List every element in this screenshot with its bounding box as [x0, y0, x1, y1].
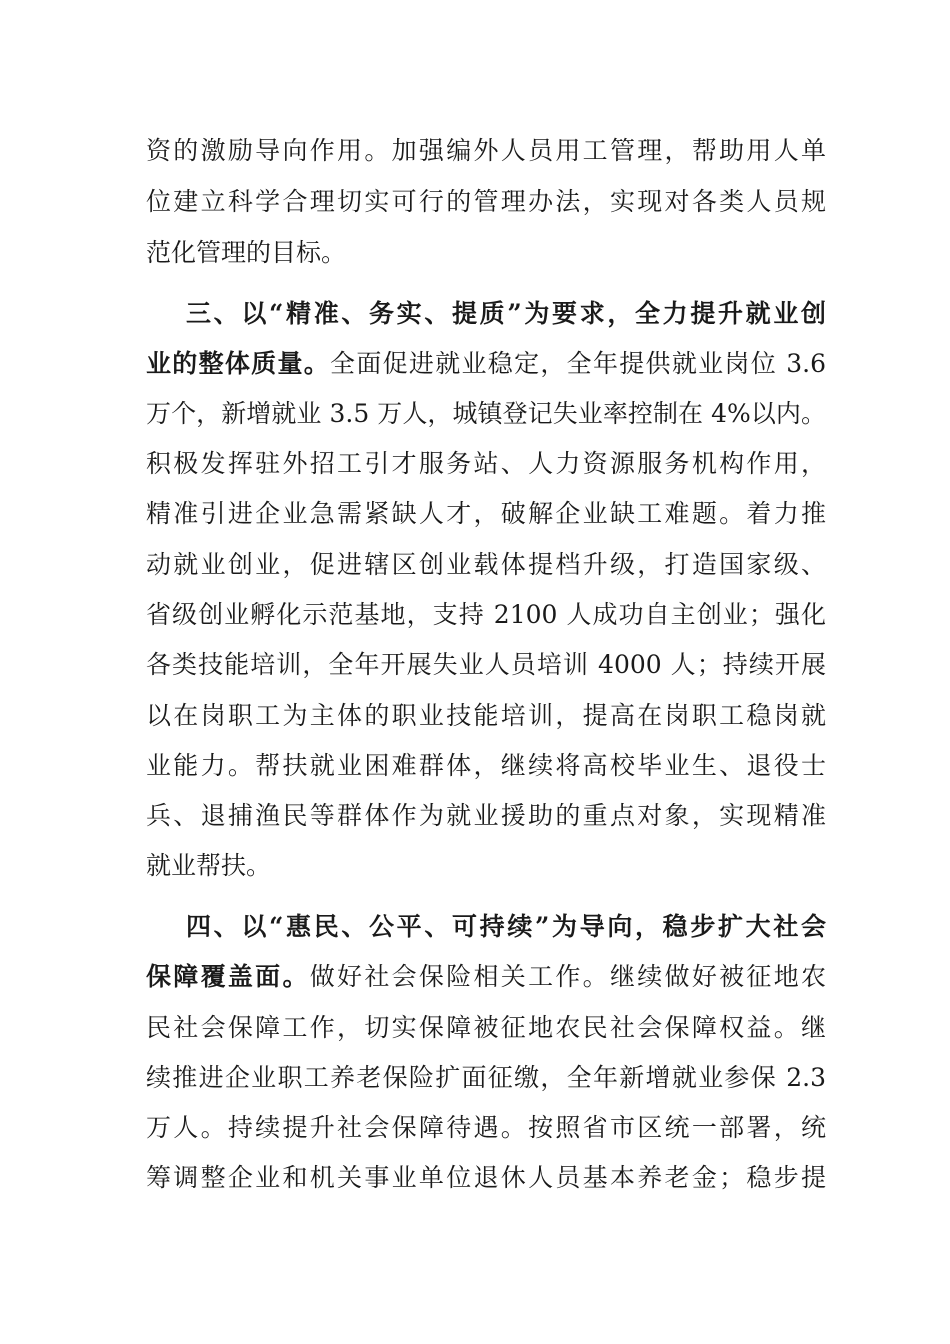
text-line: 万人。持续提升社会保障待遇。按照省市区统一部署，统: [146, 1113, 826, 1142]
text-line: 动就业创业，促进辖区创业载体提档升级，打造国家级、: [146, 550, 826, 579]
text-line: 筹调整企业和机关事业单位退休人员基本养老金；稳步提: [146, 1163, 826, 1192]
text-line: 万个，新增就业 3.5 万人，城镇登记失业率控制在 4%以内。: [146, 399, 826, 428]
text-line: 积极发挥驻外招工引才服务站、人力资源服务机构作用，: [146, 449, 826, 478]
text-line: 就业帮扶。: [146, 851, 272, 880]
text-line: 范化管理的目标。: [146, 238, 347, 267]
heading-text: 四、以“惠民、公平、可持续”为导向，稳步扩大社会: [186, 912, 826, 941]
text-line: 各类技能培训，全年开展失业人员培训 4000 人；持续开展: [146, 650, 826, 679]
text-line: 省级创业孵化示范基地，支持 2100 人成功自主创业；强化: [146, 600, 826, 629]
text-line: [146, 957, 826, 997]
heading-text: 三、以“精准、务实、提质”为要求，全力提升就业创: [186, 299, 826, 328]
body-text: 做好社会保险相关工作。继续做好被征地农: [309, 962, 826, 991]
text-line: 资的激励导向作用。加强编外人员用工管理，帮助用人单: [146, 136, 826, 165]
text-line: [146, 344, 826, 384]
section-heading-4: [186, 907, 826, 947]
text-line: 以在岗职工为主体的职业技能培训，提高在岗职工稳岗就: [146, 701, 826, 730]
body-text: 全面促进就业稳定，全年提供就业岗位 3.6: [330, 349, 826, 378]
section-heading-3: [186, 294, 826, 334]
text-line: 兵、退捕渔民等群体作为就业援助的重点对象，实现精准: [146, 801, 826, 830]
text-line: 续推进企业职工养老保险扩面征缴，全年新增就业参保 2.3: [146, 1063, 826, 1092]
text-line: 位建立科学合理切实可行的管理办法，实现对各类人员规: [146, 187, 826, 216]
text-line: 民社会保障工作，切实保障被征地农民社会保障权益。继: [146, 1013, 826, 1042]
heading-text: 业的整体质量。: [146, 349, 331, 378]
text-line: 业能力。帮扶就业困难群体，继续将高校毕业生、退役士: [146, 751, 826, 780]
text-line: 精准引进企业急需紧缺人才，破解企业缺工难题。着力推: [146, 499, 826, 528]
heading-text: 保障覆盖面。: [146, 962, 310, 991]
